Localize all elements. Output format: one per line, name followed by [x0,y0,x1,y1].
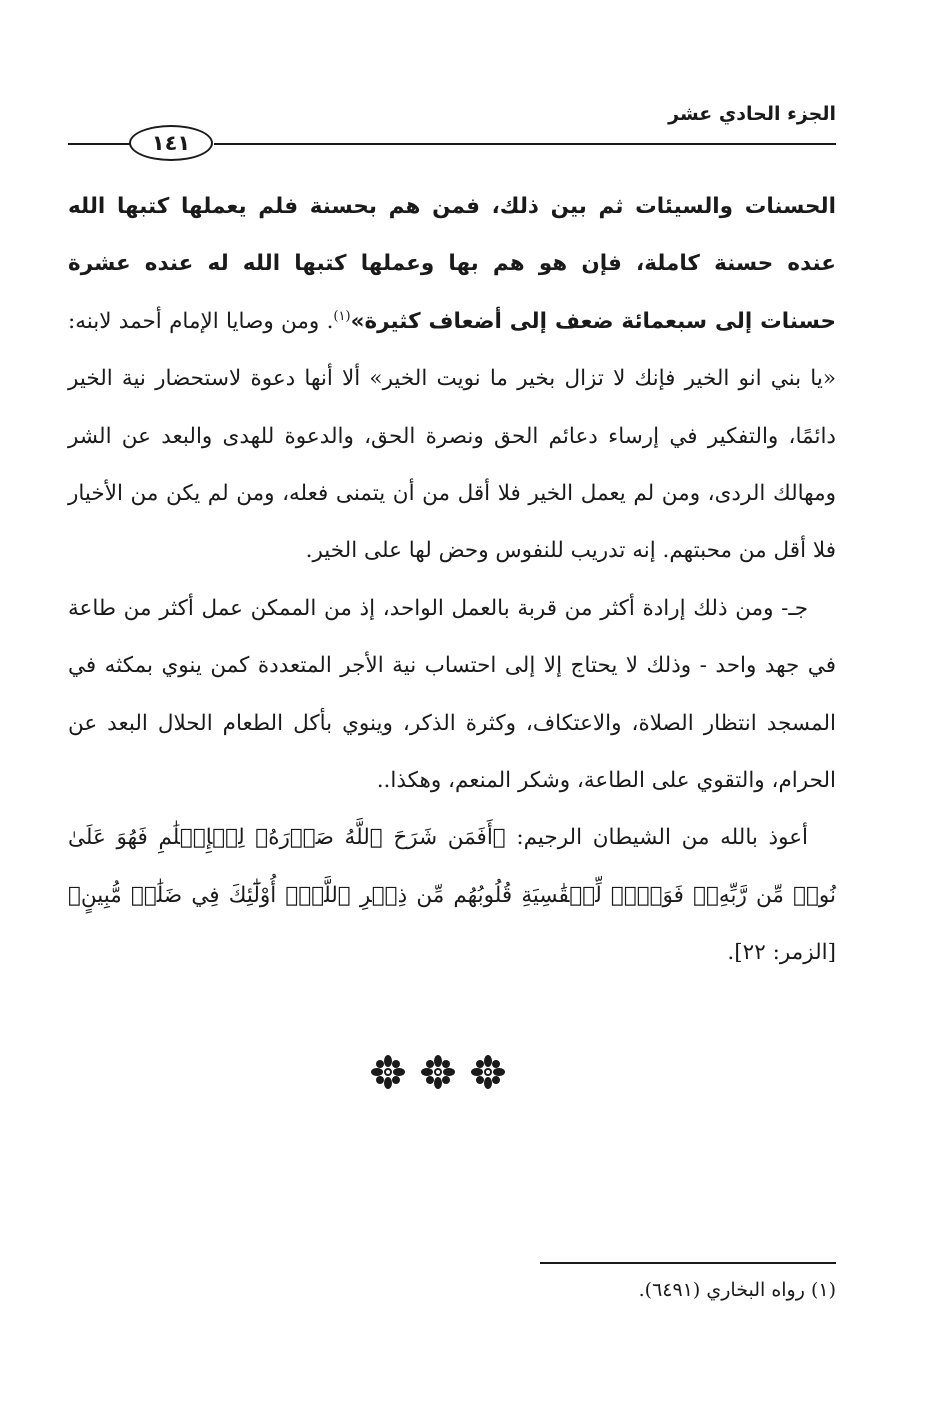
footnote-separator [540,1262,836,1264]
paragraph-3 [68,809,836,981]
paragraph-2: جـ- ومن ذلك إرادة أكثر من قربة بالعمل الواحد، إذ من الممكن عمل أكثر من طاعة في جهد واحد - وذلك لا يحتاج إلا إلى احتساب نية الأجر المتعددة كمن ينوي بمكثه في المسجد انتظار الصلاة، والاعتكاف، وكثرة الذكر، وينوي بأكل الطعام الحلال البعد عن الحرام، والتقوي على الطاعة، وشكر المنعم، وهكذا.. [68,595,836,794]
floral-ornament-icon [470,1055,506,1089]
floral-ornament-icon [370,1055,406,1089]
verse-reference: [الزمر: ٢٢]. [727,940,836,966]
header-rule [214,143,836,145]
quran-verse: ﴿أَفَمَن شَرَحَ ٱللَّهُ صَدۡرَهُۥ لِلۡإِسۡلَٰمِ فَهُوَ عَلَىٰ نُورٖ مِّن رَّبِّهِۦۚ فَوَيۡلٞ لِّلۡقَٰسِيَةِ قُلُوبُهُم مِّن ذِكۡرِ ٱللَّهِۚ أُوْلَٰٓئِكَ فِي ضَلَٰلٖ مُّبِينٍ﴾ [68,825,836,908]
floral-ornament-icon [420,1055,456,1089]
body-text [68,178,836,982]
footnote: (١) رواه البخاري (٦٤٩١). [638,1279,836,1301]
istiadha-text: أعوذ بالله من الشيطان الرجيم: [505,825,809,851]
paragraph-1 [68,178,836,580]
running-header-title: الجزء الحادي عشر [668,103,836,125]
hadith-bold-text: الحسنات والسيئات ثم بين ذلك، فمن هم بحسنة فلم يعملها كتبها الله عنده حسنة كاملة، فإن هو هم بها وعملها كتبها الله له عنده عشرة حسنات إلى سبعمائة ضعف إلى أضعاف كثيرة» [68,194,836,334]
page-number [129,125,213,161]
footnote-reference: (١) [333,308,351,324]
header-rule-left [68,143,130,145]
page-number-text: ١٤١ [151,131,191,155]
paragraph-1-continuation: . ومن وصايا الإمام أحمد لابنه: «يا بني انو الخير فإنك لا تزال بخير ما نويت الخير» ألا أنها دعوة لاستحضار نية الخير دائمًا، والتفكير في إرساء دعائم الحق ونصرة الحق، والدعوة للهدى والبعد عن الشر ومهالك الردى، ومن لم يعمل الخير فلا أقل من أن يتمنى فعله، ومن لم يكن من الأخيار فلا أقل من محبتهم. إنه تدريب للنفوس وحض لها على الخير. [68,308,836,564]
section-divider-ornaments [370,1055,506,1089]
